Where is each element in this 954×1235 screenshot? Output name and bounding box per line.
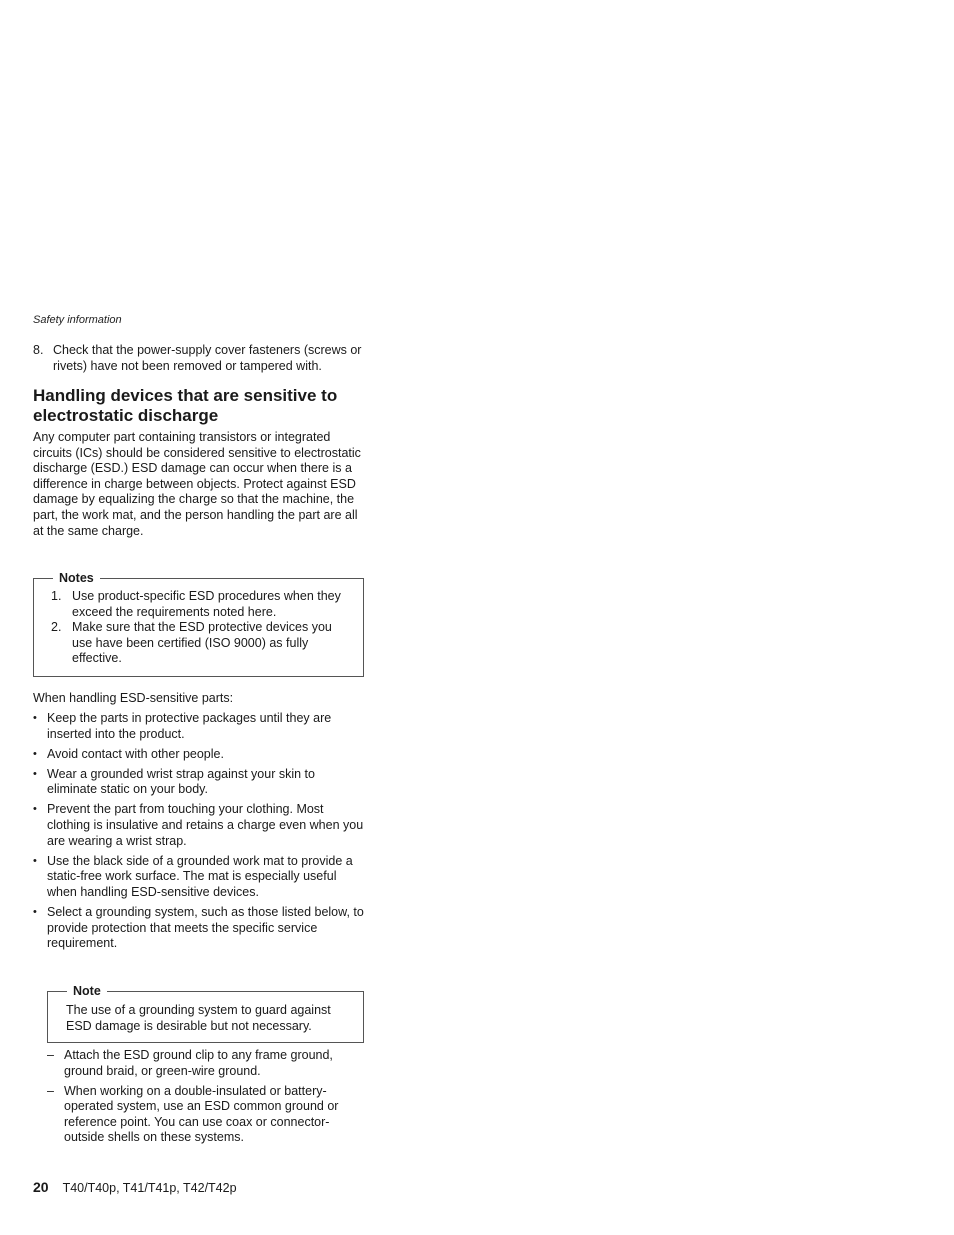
list-item-text: Keep the parts in protective packages until they are inserted into the product.: [47, 711, 332, 741]
list-item-text: Select a grounding system, such as those listed below, to provide protection that meets the specific service requirement.: [47, 905, 364, 951]
document-title: T40/T40p, T41/T41p, T42/T42p: [62, 1181, 237, 1195]
dash-icon: –: [47, 1083, 54, 1098]
bullet-icon: •: [33, 803, 37, 816]
running-head: Safety information: [33, 314, 122, 326]
intro-paragraph: Any computer part containing transistors or integrated circuits (ICs) should be considered sensitive to electrostatic discharge (ESD.) ESD damage can occur when there is a difference in charge between objects. Protect against ESD damage by equalizing the charge so that the machine, the part, the work mat, and the person handling the part are all at the same charge.: [33, 430, 361, 538]
page-number: 20: [33, 1179, 49, 1195]
lead-in-text: When handling ESD-sensitive parts:: [33, 691, 234, 705]
list-item: [33, 905, 364, 952]
list-item: [47, 1084, 364, 1146]
notes-list: [51, 589, 351, 667]
list-item-text: Prevent the part from touching your clothing. Most clothing is insulative and retains a charge even when you are wearing a wrist strap.: [47, 802, 364, 848]
note-item: [51, 620, 351, 667]
note-label: Note: [67, 984, 107, 999]
dash-icon: –: [47, 1048, 54, 1062]
bullet-icon: •: [33, 906, 37, 919]
list-item-text: When working on a double-insulated or battery-operated system, use an ESD common ground or reference point. You can use coax or connector-outside shells on these systems.: [64, 1083, 339, 1145]
note-text: Make sure that the ESD protective devices you use have been certified (ISO 9000) as fully effective.: [72, 620, 332, 665]
note-number: 2.: [51, 620, 62, 634]
step-number: 8.: [33, 343, 44, 357]
note-text: Use product-specific ESD procedures when they exceed the requirements noted here.: [72, 589, 341, 619]
bullet-icon: •: [33, 854, 37, 867]
step-text: Check that the power-supply cover fasteners (screws or rivets) have not been removed or tampered with.: [53, 343, 362, 373]
bullet-icon: •: [33, 767, 37, 780]
bullet-icon: •: [33, 712, 37, 724]
list-item: [33, 802, 364, 849]
list-item: [33, 711, 364, 742]
note-box: [47, 984, 364, 1043]
list-item: [33, 767, 364, 798]
section-heading: Handling devices that are sensitive to electrostatic discharge: [33, 386, 338, 425]
list-item: [47, 1048, 364, 1079]
list-item-text: Attach the ESD ground clip to any frame ground, ground braid, or green-wire ground.: [64, 1048, 333, 1078]
list-item: [33, 747, 364, 763]
bullet-icon: •: [33, 747, 37, 760]
list-item-text: Avoid contact with other people.: [47, 746, 224, 761]
note-body: The use of a grounding system to guard against ESD damage is desirable but not necessary.: [66, 1003, 331, 1033]
notes-box: [33, 571, 364, 677]
notes-label: Notes: [53, 571, 100, 586]
note-number: 1.: [51, 589, 62, 603]
page-footer: [33, 1179, 237, 1196]
list-item-text: Use the black side of a grounded work mat to provide a static-free work surface. The mat is especially useful when handling ESD-sensitive devices.: [47, 853, 353, 899]
grounding-options-list: [47, 1048, 364, 1151]
list-item-text: Wear a grounded wrist strap against your skin to eliminate static on your body.: [47, 766, 315, 797]
step-8: [33, 343, 364, 374]
list-item: [33, 854, 364, 901]
esd-handling-list: [33, 711, 364, 956]
note-item: [51, 589, 351, 620]
